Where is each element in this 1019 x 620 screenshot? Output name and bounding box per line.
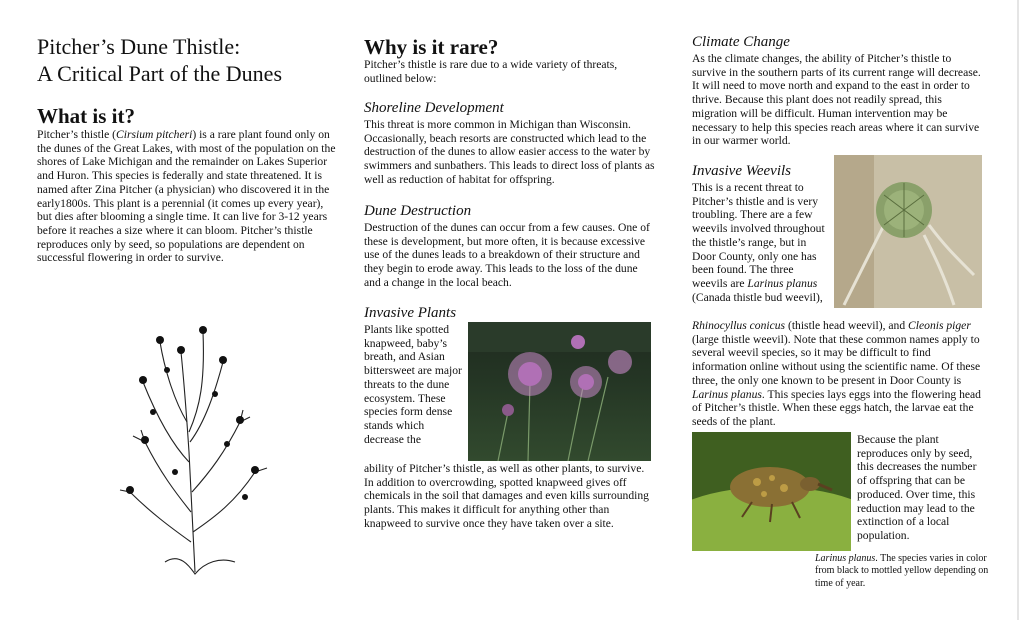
- shoreline-paragraph: This threat is more common in Michigan than Wisconsin. Occasionally, beach resorts are constructed which lead to the destruction of the dunes to allow easier access to the water by swimmers and sunbathers. This leads to direct loss of plants as well as reduction of habitat for offspring.: [364, 118, 655, 186]
- title-line-2: A Critical Part of the Dunes: [37, 61, 283, 86]
- weevils-paragraph-narrow: This is a recent threat to Pitcher’s thistle and is very troubling. There are a few weevils involved throughout the thistle’s range, but in Door County, only one has been found. The three weevils are Larinus planus (Canada thistle bud weevil),: [692, 181, 825, 304]
- invasive-plants-heading: Invasive Plants: [364, 305, 457, 321]
- page-title: [37, 33, 337, 87]
- why-rare-heading: Why is it rare?: [364, 35, 499, 59]
- knapweed-flowers-image: [468, 322, 651, 461]
- climate-change-heading: Climate Change: [692, 34, 790, 50]
- thistle-head-image: [834, 155, 982, 308]
- weevil-image: [692, 432, 851, 551]
- weevils-paragraph-wide: Rhinocyllus conicus (thistle head weevil), and Cleonis piger (large thistle weevil). Note that these common names apply to several weevil species, so it may be difficult to find information online without using the scientific name. Of these three, the only one known to be present in Door County is Larinus planus. This species lays eggs into the flowering head of Pitcher’s thistle. When these eggs hatch, the larvae eat the seeds of the plant.: [692, 319, 981, 428]
- climate-change-paragraph: As the climate changes, the ability of Pitcher’s thistle to survive in the southern parts of its current range will decrease. It will need to move north and expand to the east in order to thrive. Because this plant does not readily spread, this migration will be difficult. Human intervention may be necessary to help this species reach areas where it can survive in our warmer world.: [692, 52, 981, 148]
- knapweed-photo: [468, 322, 651, 461]
- weevils-paragraph-tail: Because the plant reproduces only by seed, this decreases the number of offspring that can be produced. Over time, this reduction may lead to the extinction of a local population.: [857, 433, 977, 542]
- thistle-drawing-image: [105, 312, 285, 580]
- dune-destruction-paragraph: Destruction of the dunes can occur from a few causes. One of these is development, but more often, it is because excessive use of the dunes leads to a breakdown of their structure and they begin to erode away. This leads to the loss of the dune and a change in the local beach.: [364, 221, 650, 289]
- what-is-it-paragraph: Pitcher’s thistle (Cirsium pitcheri) is a rare plant found only on the dunes of the Great Lakes, with most of the population on the shores of Lake Michigan and the remainder on Lakes Superior and Huron. This species is federally and state threatened. It is named after Zina Pitcher (a physician) who discovered it in the early1800s. This plant is a perennial (it comes up every year), but dies after blooming a single time. It can live for 3-12 years before it reaches a size where it can bloom. Pitcher’s thistle reproduces only by seed, so populations are dependent on successful flowering in order to survive.: [37, 128, 336, 265]
- weevil-photo-caption: Larinus planus. The species varies in color from black to mottled yellow depending on time of year.: [815, 553, 989, 589]
- scientific-name: Cirsium pitcheri: [116, 128, 193, 141]
- invasive-plants-paragraph-narrow: Plants like spotted knapweed, baby’s breath, and Asian bittersweet are major threats to the dune ecosystem. These species form dense stands which decrease the: [364, 323, 462, 446]
- weevil-photo: [692, 432, 851, 551]
- what-is-it-heading: What is it?: [37, 104, 136, 128]
- why-rare-intro: Pitcher’s thistle is rare due to a wide variety of threats, outlined below:: [364, 58, 618, 85]
- shoreline-heading: Shoreline Development: [364, 100, 504, 116]
- dune-destruction-heading: Dune Destruction: [364, 203, 472, 219]
- thistle-head-photo: [834, 155, 982, 308]
- invasive-plants-paragraph-wide: ability of Pitcher’s thistle, as well as other plants, to survive. In addition to overcrowding, spotted knapweed gives off chemicals in the soil that damages and even kills surrounding plants. This makes it difficult for anything other than knapweed to survive once they have taken over a site.: [364, 462, 649, 530]
- title-line-1: Pitcher’s Dune Thistle:: [37, 34, 241, 59]
- invasive-weevils-heading: Invasive Weevils: [692, 163, 791, 179]
